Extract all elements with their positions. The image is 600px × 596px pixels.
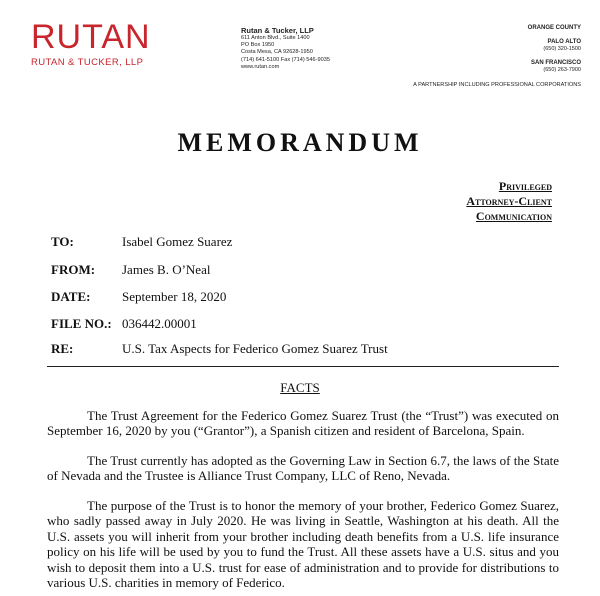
firm-address-block	[241, 26, 330, 71]
paragraph: The Trust Agreement for the Federico Gomez Suarez Trust (the “Trust”) was executed on September 16, 2020 by you (“Grantor”), a Spanish citizen and resident of Barcelona, Spain.	[47, 408, 559, 439]
to-value: Isabel Gomez Suarez	[122, 234, 233, 249]
office-phone: (650) 263-7900	[543, 67, 581, 73]
office-name: PALO ALTO	[547, 39, 581, 45]
office-name: ORANGE COUNTY	[527, 25, 581, 31]
header-divider	[47, 366, 559, 367]
address-line: 611 Anton Blvd., Suite 1400	[241, 35, 310, 41]
privilege-line: Attorney-Client	[466, 194, 552, 208]
firm-logo-subtitle: RUTAN & TUCKER, LLP	[31, 57, 144, 68]
from-label: FROM:	[51, 262, 96, 277]
paragraph: The purpose of the Trust is to honor the memory of your brother, Federico Gomez Suarez, who sadly passed away in July 2020. He was living in Seattle, Washington at his death. All the U.S. assets you will inherit from your brother including death benefits from a U.S. life insurance policy on his life will be used by you to fund the Trust. All these assets have a U.S. situs and you wish to deposit them into a U.S. trust for ease of administration and to provide for distributions to various U.S. charities in memory of Federico.	[47, 498, 559, 591]
privilege-line: Communication	[475, 209, 552, 223]
date-label: DATE:	[51, 289, 91, 304]
office-name: SAN FRANCISCO	[530, 60, 581, 66]
paragraph: The Trust currently has adopted as the Governing Law in Section 6.7, the laws of the State of Nevada and the Trustee is Alliance Trust Company, LLC of Reno, Nevada.	[47, 453, 559, 484]
office-phone: (650) 320-1500	[543, 46, 581, 52]
privilege-notice	[466, 179, 552, 224]
privilege-line: Privileged	[498, 179, 552, 193]
firm-logo: RUTAN	[31, 18, 151, 56]
address-line: Costa Mesa, CA 92628-1950	[241, 49, 313, 56]
section-heading: FACTS	[280, 380, 320, 395]
office-orange-county	[528, 25, 581, 32]
date-value: September 18, 2020	[122, 289, 227, 304]
file-no-label: FILE NO.:	[51, 316, 112, 331]
re-value: U.S. Tax Aspects for Federico Gomez Suarez Trust	[122, 341, 388, 356]
partnership-note: A PARTNERSHIP INCLUDING PROFESSIONAL CORPORATIONS	[413, 82, 581, 88]
re-label: RE:	[51, 341, 74, 356]
office-palo-alto	[543, 39, 581, 53]
from-value: James B. O’Neal	[122, 262, 211, 277]
firm-website: www.rutan.com	[241, 63, 280, 70]
address-line: PO Box 1950	[241, 42, 275, 49]
file-no-value: 036442.00001	[122, 316, 197, 331]
address-line: (714) 641-5100 Fax (714) 546-9035	[241, 56, 330, 63]
memo-title: MEMORANDUM	[177, 128, 423, 157]
firm-name: Rutan & Tucker, LLP	[241, 26, 314, 35]
office-san-francisco	[531, 60, 581, 74]
to-label: TO:	[51, 234, 74, 249]
